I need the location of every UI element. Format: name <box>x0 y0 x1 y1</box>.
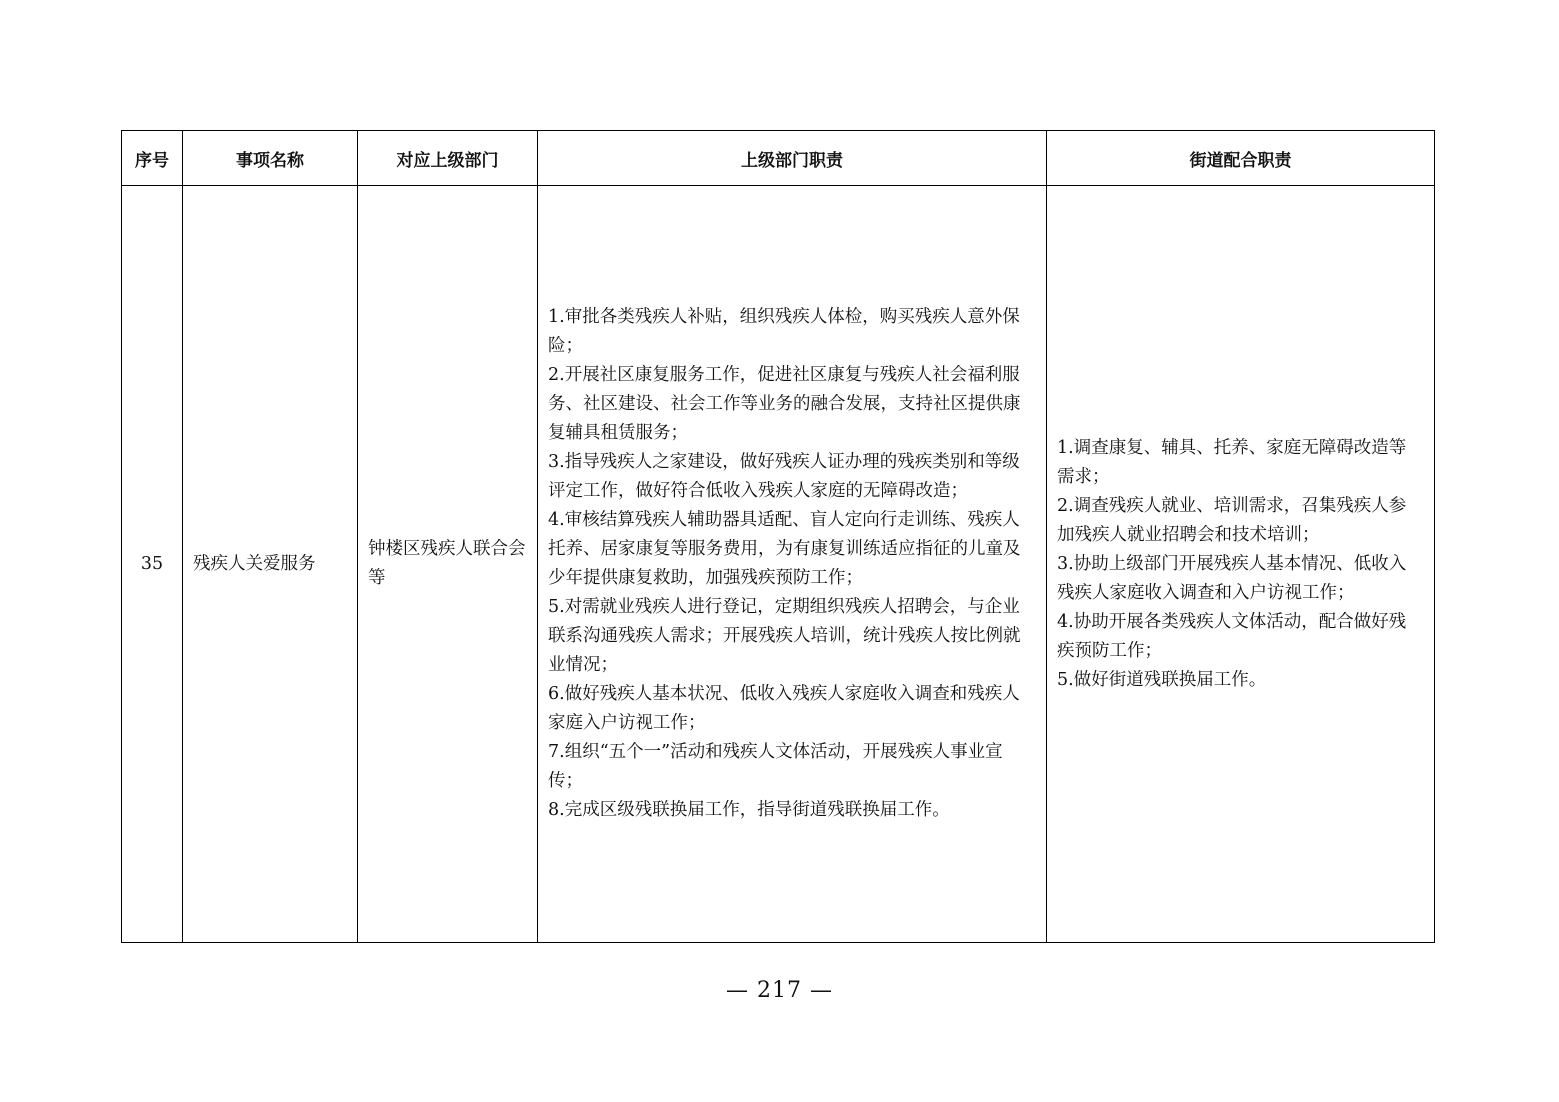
responsibility-table <box>121 130 1435 943</box>
superior-duty-item: 6.做好残疾人基本状况、低收入残疾人家庭收入调查和残疾人家庭入户访视工作； <box>548 684 1020 733</box>
header-superior-duties: 上级部门职责 <box>538 131 1047 186</box>
page-number: — 217 — <box>726 978 833 1003</box>
table-row <box>122 186 1435 943</box>
cell-item-name: 残疾人关爱服务 <box>183 186 358 943</box>
street-duty-item: 3.协助上级部门开展残疾人基本情况、低收入残疾人家庭收入调查和入户访视工作； <box>1057 553 1407 603</box>
superior-duty-item: 5.对需就业残疾人进行登记，定期组织残疾人招聘会，与企业联系沟通残疾人需求；开展残疾人培训，统计残疾人按比例就业情况； <box>548 597 1021 675</box>
table-header-row <box>122 131 1435 186</box>
street-duty-item: 4.协助开展各类残疾人文体活动，配合做好残疾预防工作； <box>1057 611 1407 661</box>
street-duty-item: 2.调查残疾人就业、培训需求，召集残疾人参加残疾人就业招聘会和技术培训； <box>1057 495 1407 545</box>
header-seq: 序号 <box>122 131 183 186</box>
header-item-name: 事项名称 <box>183 131 358 186</box>
superior-duty-item: 1.审批各类残疾人补贴，组织残疾人体检，购买残疾人意外保险； <box>548 307 1020 356</box>
superior-duty-item: 4.审核结算残疾人辅助器具适配、盲人定向行走训练、残疾人托养、居家康复等服务费用，为有康复训练适应指征的儿童及少年提供康复救助，加强残疾预防工作； <box>548 510 1021 588</box>
cell-street-duties <box>1047 186 1435 943</box>
header-street-duties: 街道配合职责 <box>1047 131 1435 186</box>
header-superior-dept: 对应上级部门 <box>358 131 538 186</box>
superior-duty-item: 2.开展社区康复服务工作，促进社区康复与残疾人社会福利服务、社区建设、社会工作等业务的融合发展，支持社区提供康复辅具租赁服务； <box>548 365 1021 443</box>
cell-seq: 35 <box>122 186 183 943</box>
cell-superior-duties <box>538 186 1047 943</box>
street-duty-item: 5.做好街道残联换届工作。 <box>1057 669 1267 690</box>
superior-duty-item: 7.组织“五个一”活动和残疾人文体活动，开展残疾人事业宣传； <box>548 742 1003 791</box>
superior-duty-item: 8.完成区级残联换届工作，指导街道残联换届工作。 <box>548 800 950 820</box>
superior-duty-item: 3.指导残疾人之家建设，做好残疾人证办理的残疾类别和等级评定工作，做好符合低收入残疾人家庭的无障碍改造； <box>548 452 1020 501</box>
street-duty-item: 1.调查康复、辅具、托养、家庭无障碍改造等需求； <box>1057 437 1407 487</box>
cell-superior-dept: 钟楼区残疾人联合会等 <box>358 186 538 943</box>
